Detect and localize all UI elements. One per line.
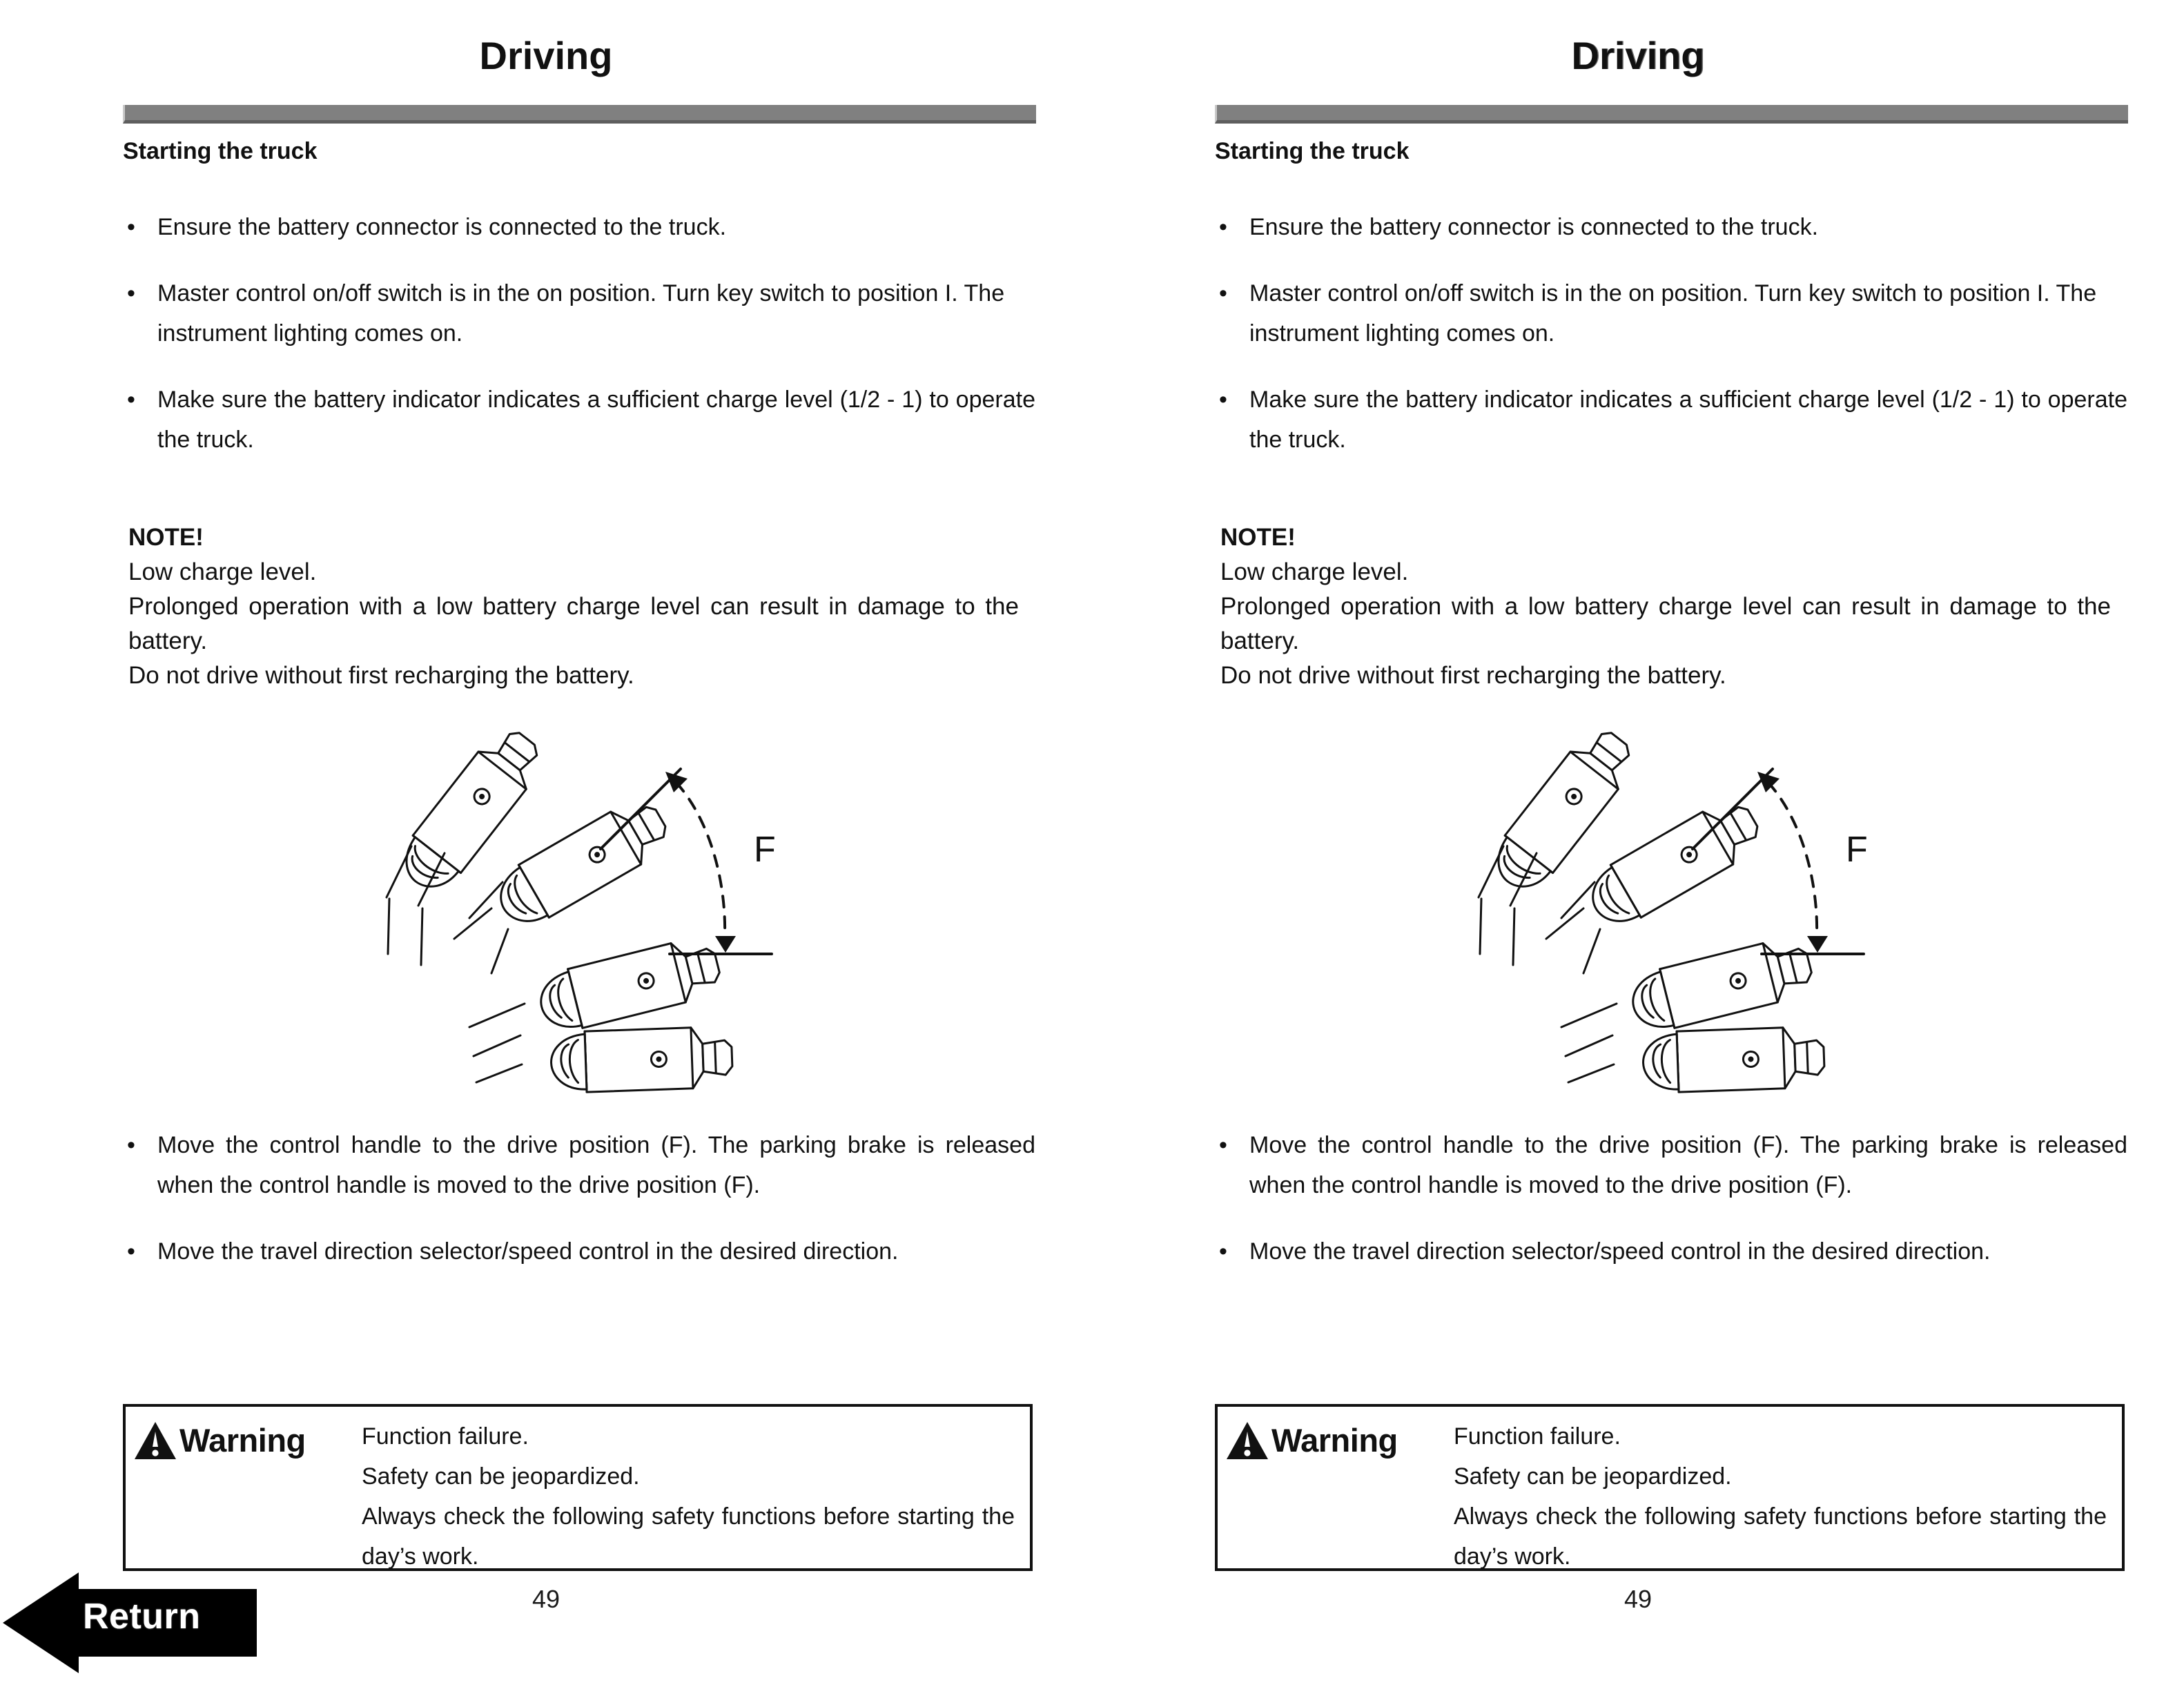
warning-line: Always check the following safety functions before starting the day’s work. <box>1454 1503 2107 1570</box>
list-item <box>1202 380 2127 460</box>
list-item-label: Make sure the battery indicator indicates a sufficient charge level (1/2 - 1) to operate the truck. <box>1249 387 2127 453</box>
list-item <box>110 207 1035 247</box>
document-page-right <box>1092 0 2184 1687</box>
list-item-label: Move the travel direction selector/speed control in the desired direction. <box>157 1238 899 1265</box>
note-block <box>1220 520 2111 693</box>
bullet-dot-icon: • <box>127 1238 135 1265</box>
warning-label: Warning <box>179 1422 306 1459</box>
list-item <box>110 273 1035 353</box>
list-item <box>1202 1231 2127 1271</box>
bullet-dot-icon: • <box>1219 280 1227 306</box>
warning-line: Function failure. <box>1454 1423 1621 1450</box>
note-block <box>128 520 1019 693</box>
bullet-dot-icon: • <box>1219 387 1227 413</box>
control-handle-positions-figure <box>373 711 787 1098</box>
list-item <box>110 1125 1035 1205</box>
note-line: Do not drive without first recharging the battery. <box>1220 662 1726 689</box>
bullet-dot-icon: • <box>127 1132 135 1158</box>
list-item <box>1202 207 2127 247</box>
list-item-label: Master control on/off switch is in the on position. Turn key switch to position I. The instrument lighting comes on. <box>1249 280 2097 347</box>
figure-label-f: F <box>1846 830 1868 870</box>
figure-label-f: F <box>754 830 776 870</box>
list-item <box>110 380 1035 460</box>
note-line: Low charge level. <box>1220 558 1409 585</box>
note-title: NOTE! <box>1220 524 1296 551</box>
page-title: Driving <box>1571 34 1705 77</box>
list-item <box>1202 273 2127 353</box>
list-item-label: Master control on/off switch is in the on position. Turn key switch to position I. The instrument lighting comes on. <box>157 280 1005 347</box>
section-heading: Starting the truck <box>1215 138 1410 164</box>
bullet-dot-icon: • <box>1219 1238 1227 1265</box>
warning-label: Warning <box>1271 1422 1398 1459</box>
list-item <box>110 1231 1035 1271</box>
note-line: Prolonged operation with a low battery charge level can result in damage to the battery. <box>128 593 1019 654</box>
warning-line: Safety can be jeopardized. <box>362 1463 640 1490</box>
note-line: Do not drive without first recharging the battery. <box>128 662 634 689</box>
warning-line: Always check the following safety functions before starting the day’s work. <box>362 1503 1015 1570</box>
list-item-label: Move the control handle to the drive position (F). The parking brake is released when the control handle is moved to the drive position (F). <box>1249 1132 2127 1198</box>
warning-triangle-icon <box>134 1421 177 1461</box>
title-rule <box>1215 105 2128 124</box>
return-button-label: Return <box>83 1597 201 1637</box>
list-item-label: Ensure the battery connector is connected to the truck. <box>157 214 727 240</box>
note-title: NOTE! <box>128 524 204 551</box>
bullet-dot-icon: • <box>127 214 135 240</box>
bullet-dot-icon: • <box>127 387 135 413</box>
control-handle-positions-figure <box>1465 711 1879 1098</box>
list-item-label: Move the travel direction selector/speed control in the desired direction. <box>1249 1238 1991 1265</box>
page-title: Driving <box>479 34 613 77</box>
bullet-list-bottom <box>1202 1125 2127 1298</box>
note-line: Prolonged operation with a low battery charge level can result in damage to the battery. <box>1220 593 2111 654</box>
warning-triangle-icon <box>1226 1421 1269 1461</box>
bullet-list-top <box>1202 207 2127 486</box>
warning-box <box>1215 1404 2125 1571</box>
return-button[interactable] <box>3 1571 265 1675</box>
warning-line: Safety can be jeopardized. <box>1454 1463 1732 1490</box>
list-item-label: Ensure the battery connector is connected to the truck. <box>1249 214 1819 240</box>
list-item-label: Make sure the battery indicator indicates a sufficient charge level (1/2 - 1) to operate the truck. <box>157 387 1035 453</box>
bullet-list-top <box>110 207 1035 486</box>
warning-box <box>123 1404 1033 1571</box>
bullet-dot-icon: • <box>127 280 135 306</box>
list-item-label: Move the control handle to the drive position (F). The parking brake is released when the control handle is moved to the drive position (F). <box>157 1132 1035 1198</box>
bullet-dot-icon: • <box>1219 214 1227 240</box>
note-line: Low charge level. <box>128 558 317 585</box>
bullet-dot-icon: • <box>1219 1132 1227 1158</box>
title-rule <box>123 105 1036 124</box>
page-number: 49 <box>1624 1585 1652 1613</box>
warning-line: Function failure. <box>362 1423 529 1450</box>
list-item <box>1202 1125 2127 1205</box>
bullet-list-bottom <box>110 1125 1035 1298</box>
section-heading: Starting the truck <box>123 138 318 164</box>
return-arrow-icon[interactable] <box>3 1571 265 1675</box>
page-number: 49 <box>532 1585 560 1613</box>
